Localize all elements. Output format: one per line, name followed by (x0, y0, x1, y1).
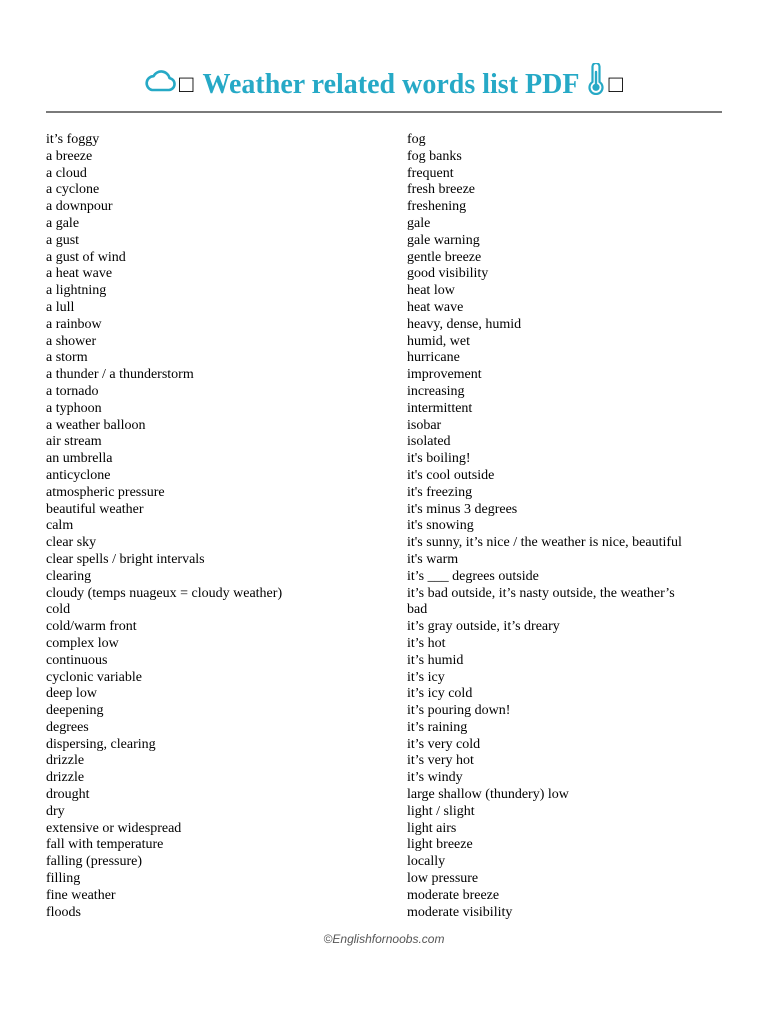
word-item: isolated (407, 434, 451, 450)
word-item: gale (407, 215, 431, 231)
word-item: it’s hot (407, 635, 446, 651)
word-item: heat low (407, 283, 455, 299)
word-item: low pressure (407, 871, 479, 887)
word-item: frequent (407, 165, 454, 181)
word-item: a thunder / a thunderstorm (46, 367, 194, 383)
word-item: humid, wet (407, 333, 470, 349)
word-item: fall with temperature (46, 837, 164, 853)
word-item: good visibility (407, 266, 489, 282)
word-item: cold/warm front (46, 619, 137, 635)
word-item: it’s bad outside, it’s nasty outside, the weather’s (407, 585, 675, 601)
word-item: it’s foggy (46, 132, 100, 147)
word-item: gale warning (407, 232, 480, 248)
word-item: isobar (407, 417, 442, 433)
word-item: it’s pouring down! (407, 703, 511, 719)
word-list-left (46, 132, 386, 921)
missing-glyph-1: □ (179, 71, 194, 98)
word-item: a cyclone (46, 182, 100, 198)
word-item: dispersing, clearing (46, 736, 156, 752)
word-item: it’s ___ degrees outside (407, 568, 539, 584)
word-item: it's freezing (407, 484, 473, 500)
word-item: a shower (46, 333, 97, 349)
word-item: it’s humid (407, 652, 464, 668)
word-item: it’s gray outside, it’s dreary (407, 619, 560, 635)
word-item: cyclonic variable (46, 669, 143, 685)
title-text: Weather related words list PDF (202, 68, 580, 100)
word-item: a gust of wind (46, 249, 126, 265)
word-item: continuous (46, 652, 108, 668)
word-item: clear spells / bright intervals (46, 551, 205, 567)
word-item: complex low (46, 635, 119, 651)
word-item: a gale (46, 215, 80, 231)
word-item: it’s icy (407, 669, 445, 685)
word-item: a cloud (46, 165, 87, 181)
word-item: atmospheric pressure (46, 484, 165, 500)
word-item: clear sky (46, 535, 97, 551)
word-item: beautiful weather (46, 501, 144, 517)
word-item: a breeze (46, 148, 93, 164)
word-item: locally (407, 854, 446, 870)
word-item: a storm (46, 350, 88, 366)
word-item: it's snowing (407, 518, 474, 534)
word-item: fog (407, 132, 426, 147)
word-item: fresh breeze (407, 182, 476, 198)
word-item: light airs (407, 820, 457, 836)
word-item: clearing (46, 568, 92, 584)
word-item: degrees (46, 719, 89, 735)
word-item: filling (46, 871, 81, 887)
word-item: increasing (407, 383, 465, 399)
word-item: freshening (407, 199, 467, 215)
word-item: it's minus 3 degrees (407, 501, 518, 517)
word-item: a heat wave (46, 266, 113, 282)
missing-glyph-2: □ (608, 71, 623, 98)
word-item: it’s very hot (407, 753, 474, 769)
word-item: light breeze (407, 837, 473, 853)
word-item: heavy, dense, humid (407, 316, 522, 332)
word-item: it's sunny, it’s nice / the weather is nice, beautiful (407, 535, 682, 551)
word-item: air stream (46, 434, 102, 450)
word-item: drizzle (46, 770, 85, 786)
word-item: drought (46, 787, 90, 803)
word-item: it’s raining (407, 719, 468, 735)
word-item: floods (46, 904, 81, 920)
word-item: moderate breeze (407, 887, 500, 903)
word-item: it's boiling! (407, 451, 471, 467)
word-item: it’s icy cold (407, 686, 473, 702)
copyright-footer: ©Englishfornoobs.com (323, 932, 445, 946)
word-item: a gust (46, 232, 80, 248)
word-item: dry (46, 803, 65, 819)
word-item: a lull (46, 299, 75, 315)
word-item: light / slight (407, 803, 475, 819)
word-item: bad (407, 602, 428, 618)
word-item: a downpour (46, 199, 113, 215)
word-item: deepening (46, 703, 104, 719)
word-list-right (407, 132, 727, 921)
cloud-icon (143, 65, 177, 105)
word-item: calm (46, 518, 74, 534)
word-item: large shallow (thundery) low (407, 787, 569, 803)
word-item: drizzle (46, 753, 85, 769)
word-item: it’s windy (407, 770, 463, 786)
word-item: cloudy (temps nuageux = cloudy weather) (46, 585, 283, 601)
word-item: a tornado (46, 383, 99, 399)
word-item: intermittent (407, 400, 473, 416)
word-item: a rainbow (46, 316, 102, 332)
page-title (0, 63, 768, 107)
word-item: extensive or widespread (46, 820, 182, 836)
word-item: heat wave (407, 299, 464, 315)
word-item: it’s very cold (407, 736, 481, 752)
thermometer-icon (586, 63, 606, 107)
word-item: it's cool outside (407, 467, 495, 483)
word-item: gentle breeze (407, 249, 482, 265)
word-item: deep low (46, 686, 97, 702)
word-item: a weather balloon (46, 417, 146, 433)
title-divider (46, 111, 722, 113)
word-item: hurricane (407, 350, 460, 366)
word-item: an umbrella (46, 451, 113, 467)
word-item: improvement (407, 367, 482, 383)
word-item: moderate visibility (407, 904, 513, 920)
word-item: a lightning (46, 283, 107, 299)
word-item: it's warm (407, 551, 459, 567)
word-item: fine weather (46, 887, 116, 903)
word-item: falling (pressure) (46, 854, 143, 870)
word-item: fog banks (407, 148, 462, 164)
word-item: anticyclone (46, 467, 111, 483)
word-item: a typhoon (46, 400, 102, 416)
word-item: cold (46, 602, 71, 618)
